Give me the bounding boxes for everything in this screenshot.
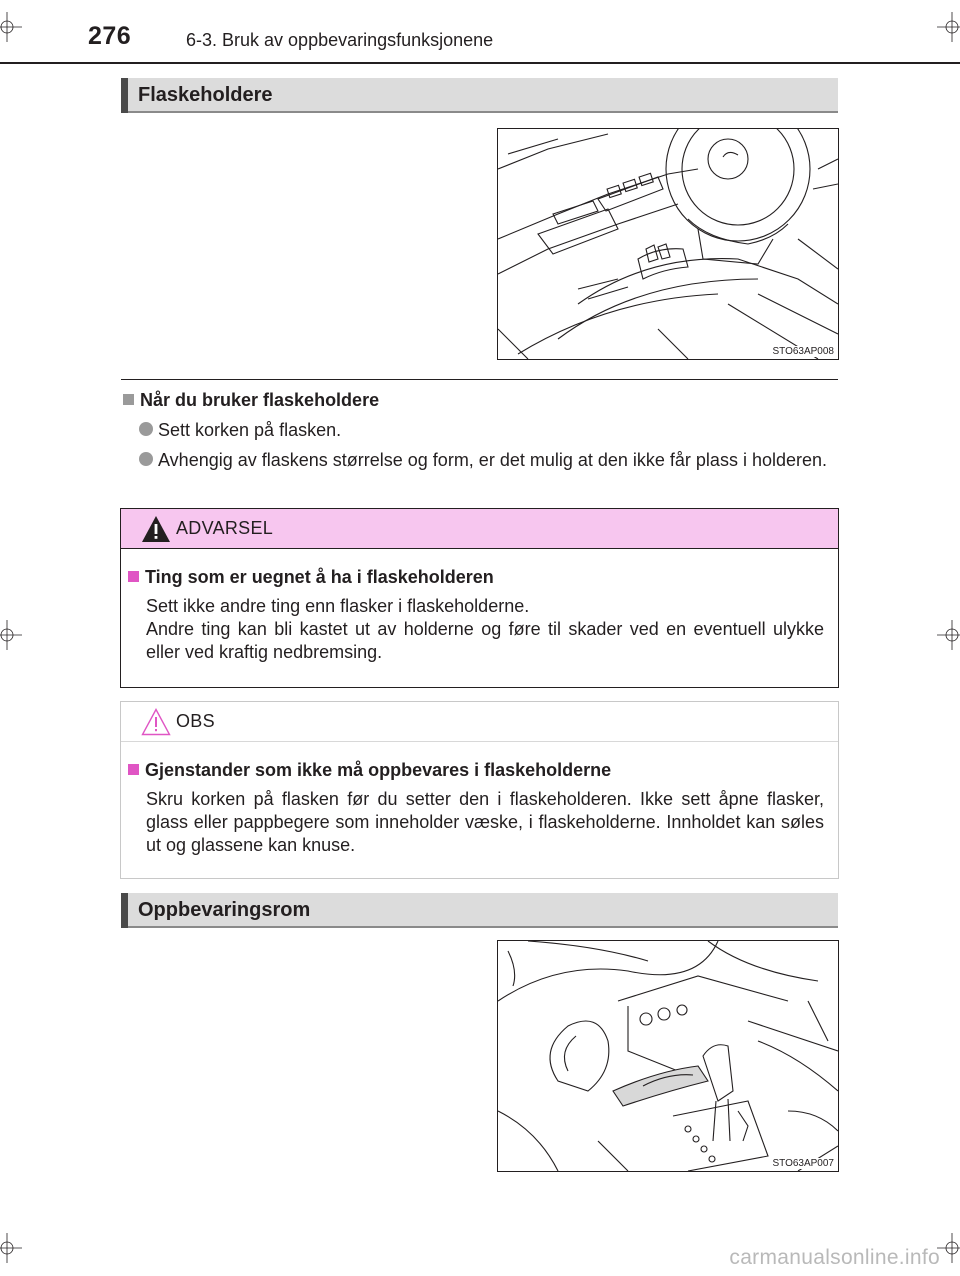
- crop-mark-middle-left: [0, 620, 22, 650]
- section-heading-storage: [121, 893, 838, 928]
- warning-heading: Ting som er uegnet å ha i flaskeholderen: [128, 567, 494, 588]
- square-bullet-icon: [123, 394, 134, 405]
- crop-mark-bottom-right: [937, 1233, 960, 1263]
- warning-text-line2: Andre ting kan bli kastet ut av holderne og føre til skader ved en eventuell ulykke eller ved kraftig nedbremsing.: [146, 619, 824, 662]
- section-rule: [121, 379, 838, 380]
- section-title: Flaskeholdere: [138, 84, 273, 106]
- round-bullet-icon: [139, 452, 153, 466]
- notice-header: [121, 702, 838, 742]
- caution-triangle-icon: [141, 708, 171, 736]
- section-title: Oppbevaringsrom: [138, 899, 311, 921]
- notice-heading: Gjenstander som ikke må oppbevares i flaskeholderne: [128, 760, 611, 781]
- watermark: carmanualsonline.info: [729, 1246, 940, 1269]
- bullet-item: Avhengig av flaskens størrelse og form, er det mulig at den ikke får plass i holderen.: [139, 448, 838, 472]
- notice-title: OBS: [176, 711, 215, 731]
- header-rule: [0, 62, 960, 64]
- figure-code: STO63AP008: [772, 346, 834, 357]
- square-bullet-icon: [128, 571, 139, 582]
- notice-text: Skru korken på flasken før du setter den i flaskeholderen. Ikke sett åpne flasker, glass eller pappbegere som inneholder væske, i flaskeholderne. Innholdet kan søles ut og glassene kan knuse.: [146, 789, 824, 855]
- crop-mark-middle-right: [937, 620, 960, 650]
- running-head: 6-3. Bruk av oppbevaringsfunksjonene: [186, 30, 494, 50]
- warning-text-line1: Sett ikke andre ting enn flasker i flaskeholderne.: [146, 596, 530, 616]
- usage-heading: Når du bruker flaskeholdere: [123, 390, 379, 411]
- figure-code: STO63AP007: [772, 1158, 834, 1169]
- warning-box: [120, 508, 839, 688]
- warning-title: ADVARSEL: [176, 518, 274, 538]
- crop-mark-top-left: [0, 12, 22, 42]
- bullet-item: Sett korken på flasken.: [139, 418, 838, 442]
- page-number: 276: [88, 22, 132, 50]
- round-bullet-icon: [139, 422, 153, 436]
- crop-mark-bottom-left: [0, 1233, 22, 1263]
- section-heading-bottle-holders: [121, 78, 838, 113]
- notice-box: [120, 701, 839, 879]
- storage-compartment-illustration: [497, 940, 839, 1172]
- crop-mark-top-right: [937, 12, 960, 42]
- warning-triangle-icon: [141, 515, 171, 543]
- warning-header: [121, 509, 838, 549]
- square-bullet-icon: [128, 764, 139, 775]
- bottle-holder-illustration: [497, 128, 839, 360]
